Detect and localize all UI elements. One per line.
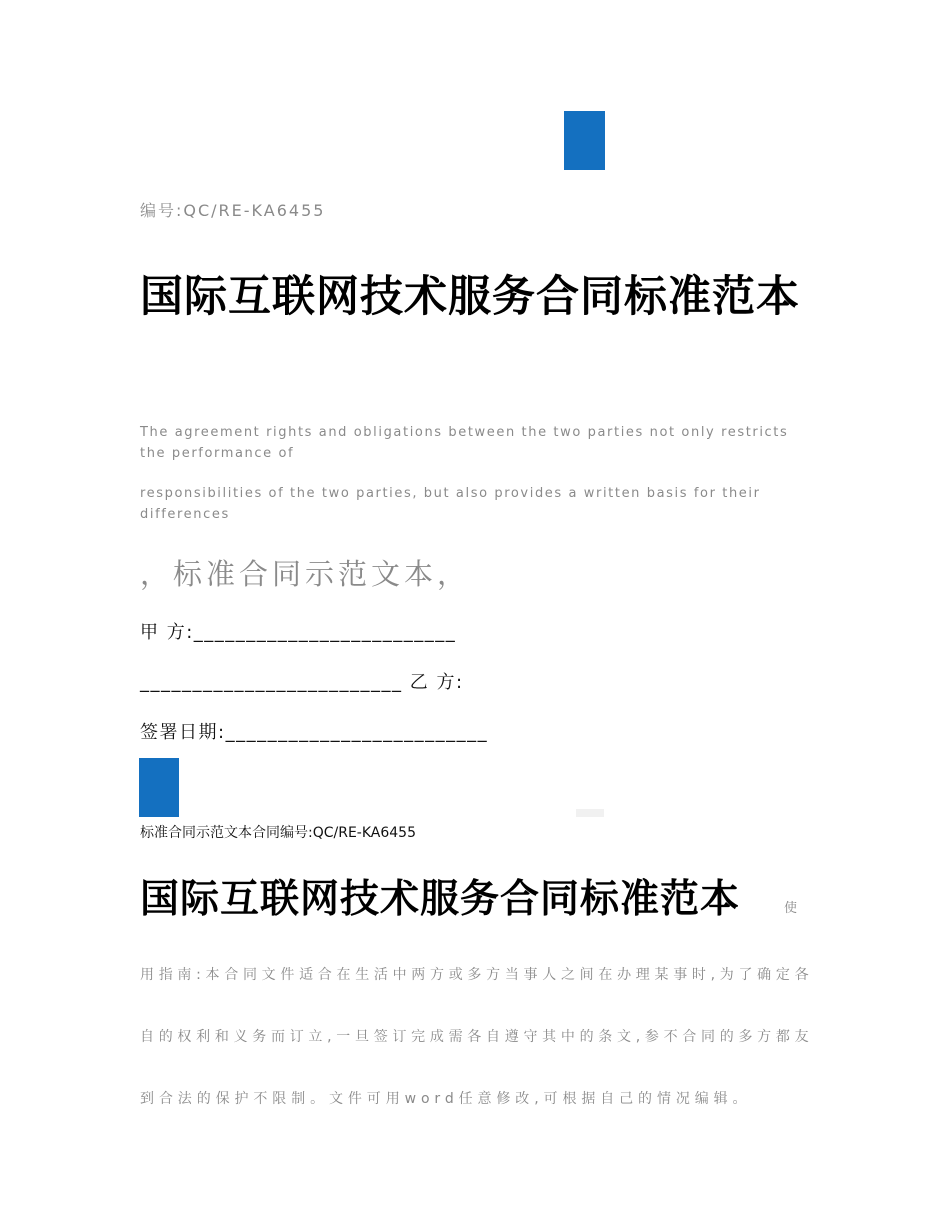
usage-guide-line-2: 自的权利和义务而订立,一旦签订完成需各自遵守其中的条文,参不合同的多方都友 (140, 1029, 812, 1045)
decorative-blue-block-top (564, 111, 605, 170)
party-a-field: 甲 方:_________________________ (140, 622, 457, 643)
usage-guide-line-3: 到合法的保护不限制。文件可用word任意修改,可根据自己的情况编辑。 (140, 1091, 752, 1107)
usage-guide-line-1: 用指南:本合同文件适合在生活中两方或多方当事人之间在办理某事时,为了确定各 (140, 967, 812, 983)
document-number: 编号:QC/RE-KA6455 (140, 201, 326, 220)
template-subtitle: ，标准合同示范文本， (140, 557, 471, 591)
sign-date-field: 签署日期:_________________________ (140, 722, 489, 743)
decorative-blue-block-bottom (139, 758, 179, 817)
usage-guide-start: 使 (784, 901, 798, 916)
english-subtitle-line-1: The agreement rights and obligations between the two parties not only restricts the performance of (140, 425, 789, 461)
section-title: 国际互联网技术服务合同标准范本 (140, 877, 741, 922)
english-subtitle-line-2: responsibilities of the two parties, but also provides a written basis for their differences (140, 486, 761, 522)
page-title: 国际互联网技术服务合同标准范本 (140, 272, 800, 322)
faint-watermark (576, 809, 604, 817)
page-header-line: 标准合同示范文本合同编号:QC/RE-KA6455 (140, 825, 416, 841)
party-b-field: _________________________ 乙 方: (140, 672, 464, 693)
